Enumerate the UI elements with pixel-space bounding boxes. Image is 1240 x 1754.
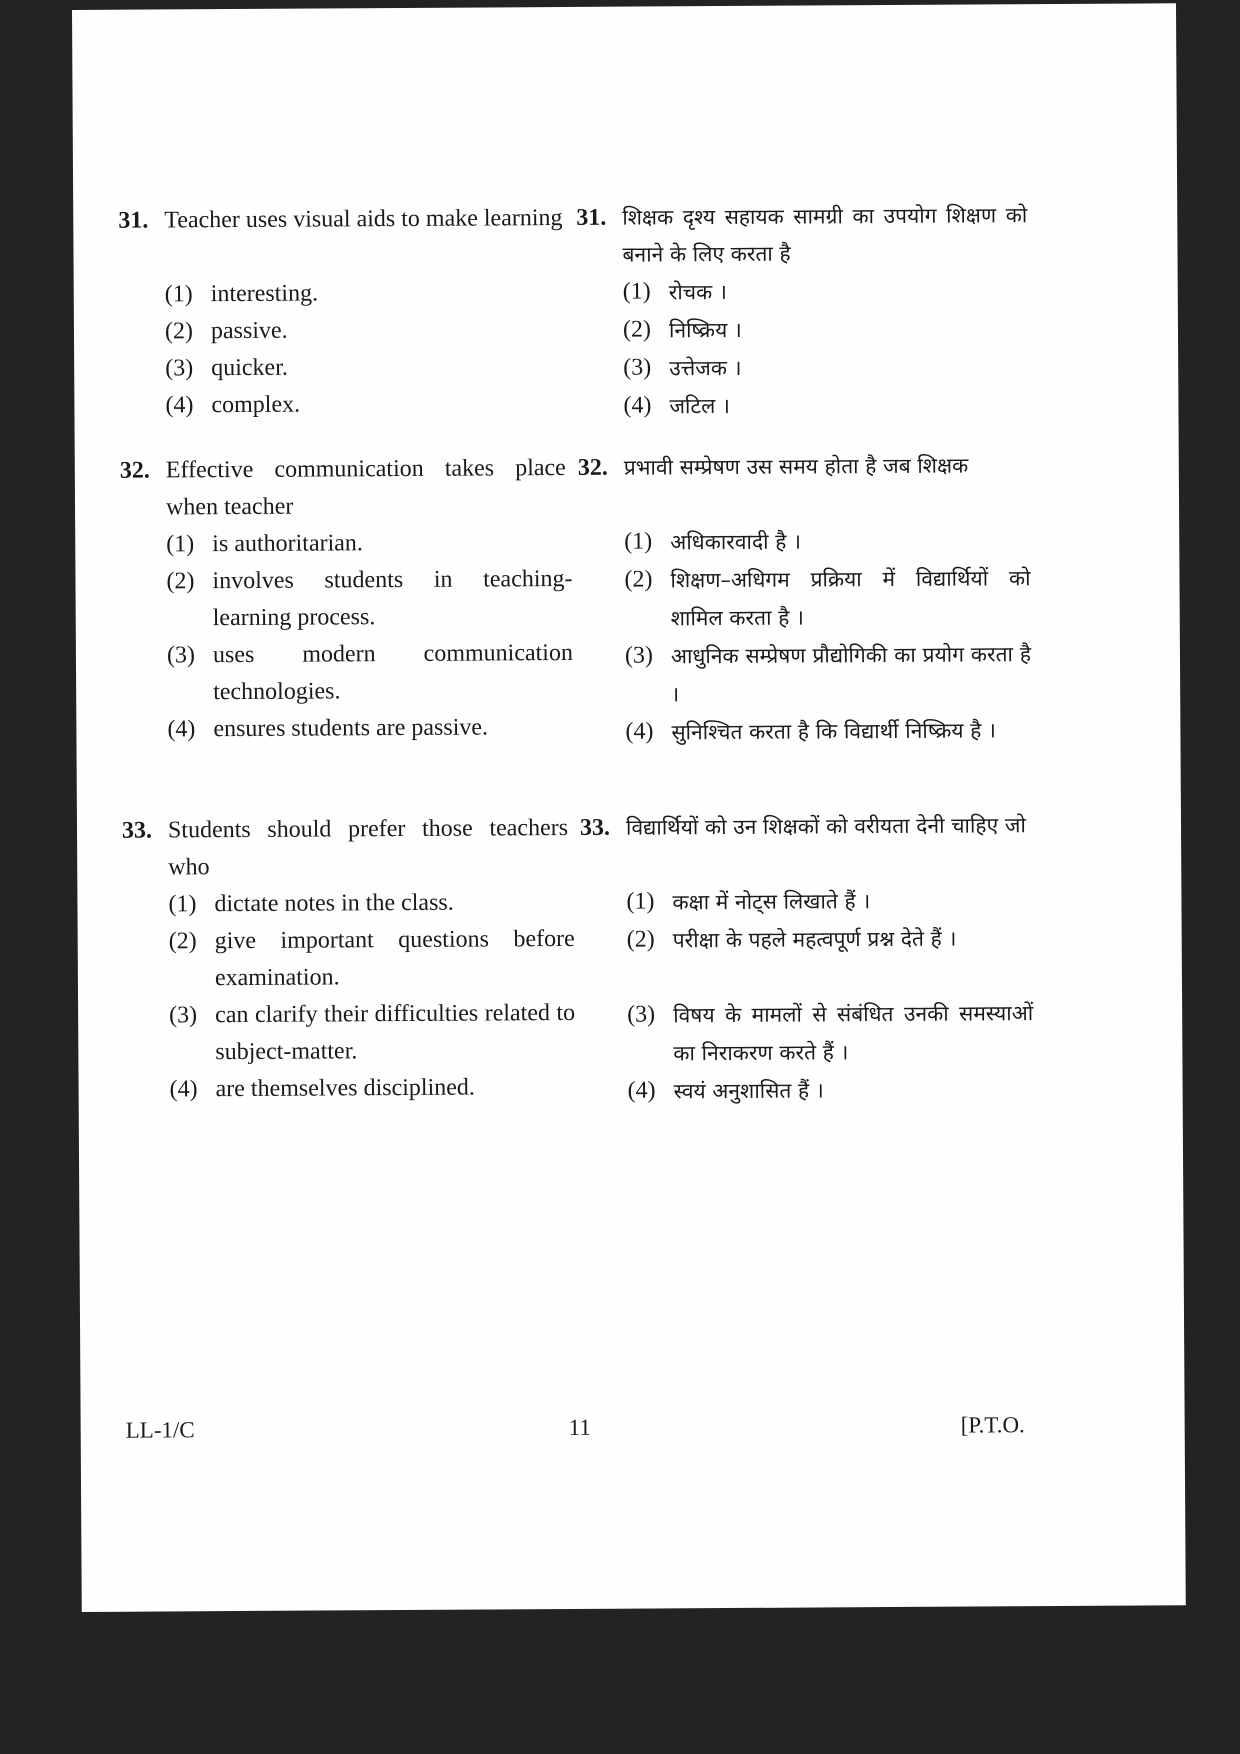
option-4: (4) स्वयं अनुशासित हैं । [627,1077,824,1104]
option-3: (3) uses modern communication technologies. [166,639,574,706]
please-turn-over: [P.T.O. [960,1412,1025,1438]
question-number: 33. [121,817,153,844]
options-list [624,521,1031,751]
option-3: (3) विषय के मामलों से संबंधित उनकी समस्याओं का निराकरण करते हैं । [627,1001,1034,1066]
question-number: 33. [579,814,611,841]
question-stem: Students should prefer those teachers who [167,814,569,881]
option-2: (2) involves students in teaching-learning process. [166,565,573,632]
option-2: (2) give important questions before examination. [168,925,575,992]
page-number: 11 [568,1414,591,1440]
options-list [166,524,573,748]
option-1: (1) रोचक । [622,278,727,305]
option-2: (2) निष्क्रिय । [622,316,742,343]
option-3: (3) उत्तेजक । [623,354,742,381]
option-3: (3) can clarify their difficulties related to subject-matter. [169,999,576,1066]
options-list [623,271,1030,425]
question-stem: विद्यार्थियों को उन शिक्षकों को वरीयता देनी चाहिए जो [625,813,1026,840]
option-3: (3) आधुनिक सम्प्रेषण प्रौद्योगिकी का प्रयोग करता है । [624,642,1032,707]
question-number: 31. [118,207,149,234]
option-1: (1) dictate notes in the class. [168,889,454,918]
option-1: (1) interesting. [164,280,319,308]
option-2: (2) शिक्षण–अधिगम प्रक्रिया में विद्यार्थियों को शामिल करता है । [624,566,1031,631]
option-4: (4) जटिल । [623,392,730,419]
option-2: (2) परीक्षा के पहले महत्वपूर्ण प्रश्न देते हैं । [626,926,957,953]
question-number: 32. [577,454,608,481]
question-stem: Effective communication takes place when teacher [165,454,566,521]
paper-code: LL-1/C [125,1417,195,1443]
question-number: 32. [119,457,150,484]
option-3: (3) quicker. [165,354,288,382]
option-4: (4) सुनिश्चित करता है कि विद्यार्थी निष्क्रिय है । [625,718,997,745]
exam-page [72,3,1186,1612]
question-number: 31. [576,204,607,231]
option-4: (4) are themselves disciplined. [169,1074,475,1103]
options-list [626,881,1033,1110]
question-stem: Teacher uses visual aids to make learning [164,205,563,234]
question-stem: प्रभावी सम्प्रेषण उस समय होता है जब शिक्षक [623,453,969,480]
option-4: (4) complex. [165,391,301,419]
option-1: (1) अधिकारवादी है । [624,528,802,555]
option-2: (2) passive. [164,317,288,345]
option-4: (4) ensures students are passive. [167,714,489,743]
option-1: (1) कक्षा में नोट्स लिखाते हैं । [626,888,871,915]
options-list [165,274,572,424]
option-1: (1) is authoritarian. [166,530,363,558]
question-stem: शिक्षक दृश्य सहायक सामग्री का उपयोग शिक्षण को बनाने के लिए करता है [622,203,1028,267]
options-list [168,884,575,1108]
